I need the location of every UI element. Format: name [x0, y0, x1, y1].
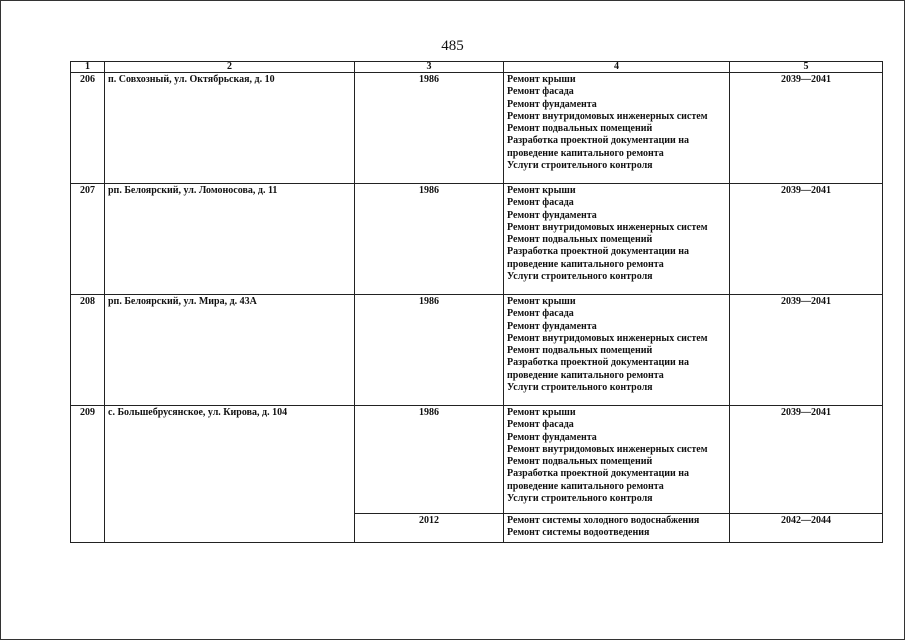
address-cell: рп. Белоярский, ул. Мира, д. 43А — [105, 295, 355, 406]
work-item: Ремонт подвальных помещений — [507, 123, 653, 135]
work-item: Ремонт фундамента — [507, 431, 597, 443]
work-item: Ремонт подвальных помещений — [507, 456, 653, 468]
table-row — [71, 406, 883, 514]
row-number: 206 — [71, 73, 105, 184]
work-item: Ремонт фасада — [507, 308, 574, 320]
work-item: Услуги строительного контроля — [507, 160, 653, 172]
year-cell: 1986 — [355, 73, 504, 184]
work-item: Ремонт фасада — [507, 419, 574, 431]
work-item: Ремонт фасада — [507, 197, 574, 209]
column-header-4: 4 — [504, 62, 730, 73]
work-item: Ремонт фундамента — [507, 98, 597, 110]
row-number: 207 — [71, 184, 105, 295]
period-cell: 2039—2041 — [730, 406, 883, 514]
work-item: Ремонт фасада — [507, 86, 574, 98]
works-cell — [504, 295, 730, 406]
works-cell — [504, 514, 730, 543]
work-item: Услуги строительного контроля — [507, 271, 653, 283]
year-cell: 1986 — [355, 184, 504, 295]
work-item: Услуги строительного контроля — [507, 382, 653, 394]
works-cell — [504, 406, 730, 514]
period-cell: 2039—2041 — [730, 73, 883, 184]
period-cell: 2039—2041 — [730, 295, 883, 406]
address-cell: п. Совхозный, ул. Октябрьская, д. 10 — [105, 73, 355, 184]
table-row — [71, 73, 883, 184]
year-cell: 1986 — [355, 406, 504, 514]
work-item: проведение капитального ремонта — [507, 258, 664, 270]
work-item: Разработка проектной документации на — [507, 135, 690, 147]
table-row — [71, 295, 883, 406]
work-item: Ремонт фундамента — [507, 320, 597, 332]
work-item: Ремонт внутридомовых инженерных систем — [507, 221, 708, 233]
work-item: Ремонт внутридомовых инженерных систем — [507, 443, 708, 455]
row-number: 209 — [71, 406, 105, 543]
address-cell: с. Большебрусянское, ул. Кирова, д. 104 — [105, 406, 355, 543]
work-item: Разработка проектной документации на — [507, 246, 690, 258]
year-cell: 1986 — [355, 295, 504, 406]
work-item: Ремонт крыши — [507, 185, 576, 196]
period-cell: 2039—2041 — [730, 184, 883, 295]
page-number: 485 — [441, 38, 464, 54]
work-item: проведение капитального ремонта — [507, 369, 664, 381]
work-item: Ремонт системы водоотведения — [507, 527, 650, 539]
column-header-2: 2 — [105, 62, 355, 73]
work-item: Ремонт крыши — [507, 407, 576, 418]
work-item: проведение капитального ремонта — [507, 480, 664, 492]
repair-schedule-table — [70, 61, 883, 543]
work-item: Ремонт внутридомовых инженерных систем — [507, 110, 708, 122]
work-item: Ремонт фундамента — [507, 209, 597, 221]
works-cell — [504, 73, 730, 184]
works-cell — [504, 184, 730, 295]
work-item: проведение капитального ремонта — [507, 147, 664, 159]
year-cell: 2012 — [355, 514, 504, 543]
period-cell: 2042—2044 — [730, 514, 883, 543]
table-row — [71, 184, 883, 295]
work-item: Ремонт внутридомовых инженерных систем — [507, 332, 708, 344]
work-item: Ремонт подвальных помещений — [507, 234, 653, 246]
column-header-5: 5 — [730, 62, 883, 73]
address-cell: рп. Белоярский, ул. Ломоносова, д. 11 — [105, 184, 355, 295]
column-header-3: 3 — [355, 62, 504, 73]
work-item: Ремонт крыши — [507, 74, 576, 85]
column-header-1: 1 — [71, 62, 105, 73]
work-item: Ремонт подвальных помещений — [507, 345, 653, 357]
row-number: 208 — [71, 295, 105, 406]
work-item: Разработка проектной документации на — [507, 357, 690, 369]
header-row — [71, 62, 883, 73]
work-item: Услуги строительного контроля — [507, 493, 653, 505]
work-item: Разработка проектной документации на — [507, 468, 690, 480]
work-item: Ремонт системы холодного водоснабжения — [507, 515, 700, 526]
work-item: Ремонт крыши — [507, 296, 576, 307]
